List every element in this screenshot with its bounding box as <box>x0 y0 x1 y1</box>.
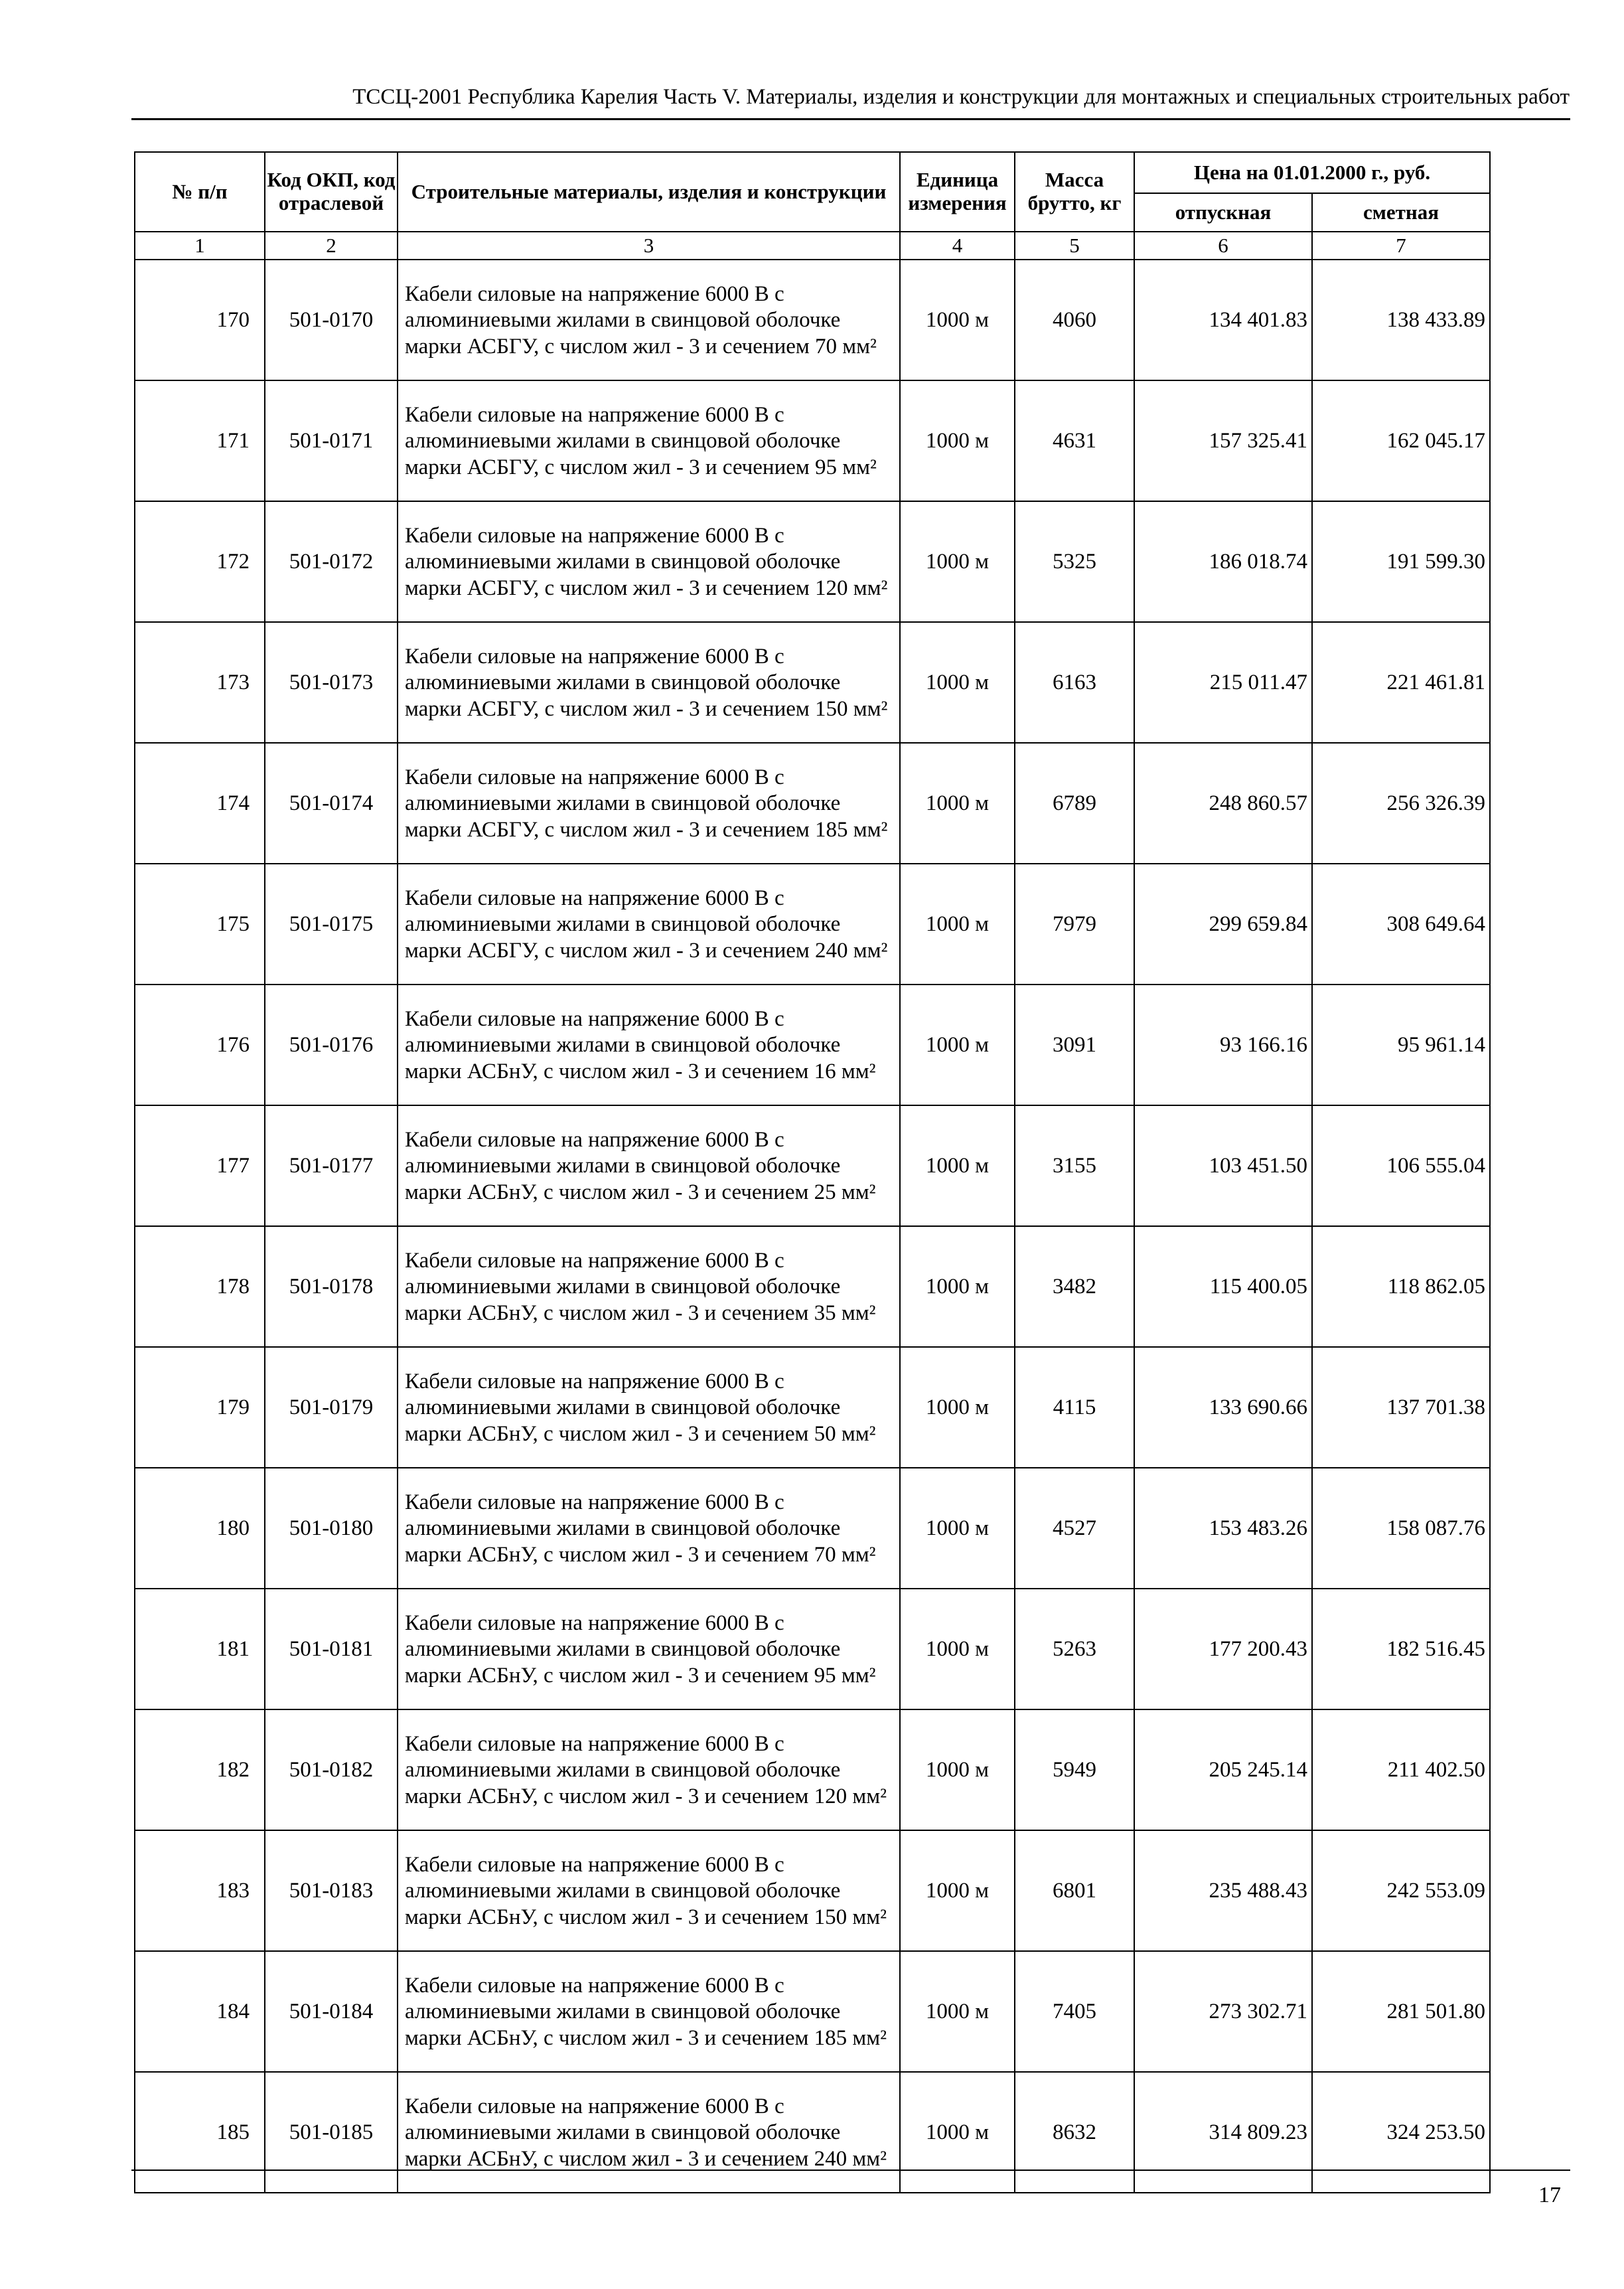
col-header-price-release: отпускная <box>1134 193 1312 232</box>
column-number: 5 <box>1015 232 1134 260</box>
row-mass: 6801 <box>1015 1830 1134 1951</box>
row-price-estimate: 118 862.05 <box>1312 1226 1490 1347</box>
row-code: 501-0175 <box>265 864 398 985</box>
row-price-release: 273 302.71 <box>1134 1951 1312 2072</box>
footer-divider <box>131 2170 1570 2171</box>
row-unit: 1000 м <box>900 622 1015 743</box>
row-price-release: 177 200.43 <box>1134 1589 1312 1709</box>
table-row <box>135 2072 1490 2193</box>
row-index: 174 <box>135 743 265 864</box>
row-price-release: 103 451.50 <box>1134 1105 1312 1226</box>
row-unit: 1000 м <box>900 2072 1015 2193</box>
row-index: 183 <box>135 1830 265 1951</box>
row-code: 501-0174 <box>265 743 398 864</box>
col-header-desc: Строительные материалы, изделия и конструкции <box>398 152 900 232</box>
row-description: Кабели силовые на напряжение 6000 В с алюминиевыми жилами в свинцовой оболочке марки АСБГУ, с числом жил - 3 и сечением 150 мм² <box>398 622 900 743</box>
row-code: 501-0183 <box>265 1830 398 1951</box>
row-code: 501-0178 <box>265 1226 398 1347</box>
row-mass: 7405 <box>1015 1951 1134 2072</box>
row-price-estimate: 211 402.50 <box>1312 1709 1490 1830</box>
table-row <box>135 1226 1490 1347</box>
col-header-unit: Единица измерения <box>900 152 1015 232</box>
row-mass: 8632 <box>1015 2072 1134 2193</box>
row-description: Кабели силовые на напряжение 6000 В с алюминиевыми жилами в свинцовой оболочке марки АСБнУ, с числом жил - 3 и сечением 120 мм² <box>398 1709 900 1830</box>
row-index: 177 <box>135 1105 265 1226</box>
table-row <box>135 380 1490 501</box>
row-unit: 1000 м <box>900 1951 1015 2072</box>
row-price-estimate: 95 961.14 <box>1312 985 1490 1105</box>
row-unit: 1000 м <box>900 985 1015 1105</box>
row-description: Кабели силовые на напряжение 6000 В с алюминиевыми жилами в свинцовой оболочке марки АСБнУ, с числом жил - 3 и сечением 70 мм² <box>398 1468 900 1589</box>
row-price-release: 115 400.05 <box>1134 1226 1312 1347</box>
row-mass: 4115 <box>1015 1347 1134 1468</box>
column-number: 3 <box>398 232 900 260</box>
row-code: 501-0171 <box>265 380 398 501</box>
row-unit: 1000 м <box>900 1589 1015 1709</box>
row-code: 501-0181 <box>265 1589 398 1709</box>
row-description: Кабели силовые на напряжение 6000 В с алюминиевыми жилами в свинцовой оболочке марки АСБнУ, с числом жил - 3 и сечением 95 мм² <box>398 1589 900 1709</box>
row-code: 501-0179 <box>265 1347 398 1468</box>
row-price-release: 215 011.47 <box>1134 622 1312 743</box>
row-index: 171 <box>135 380 265 501</box>
row-price-estimate: 308 649.64 <box>1312 864 1490 985</box>
row-unit: 1000 м <box>900 1468 1015 1589</box>
row-price-estimate: 158 087.76 <box>1312 1468 1490 1589</box>
header-divider <box>131 118 1570 120</box>
row-index: 182 <box>135 1709 265 1830</box>
table-row <box>135 985 1490 1105</box>
row-unit: 1000 м <box>900 1105 1015 1226</box>
col-header-mass: Масса брутто, кг <box>1015 152 1134 232</box>
column-number-row <box>135 232 1490 260</box>
column-number: 7 <box>1312 232 1490 260</box>
table-row <box>135 1589 1490 1709</box>
row-mass: 5949 <box>1015 1709 1134 1830</box>
row-price-estimate: 162 045.17 <box>1312 380 1490 501</box>
row-price-estimate: 221 461.81 <box>1312 622 1490 743</box>
row-index: 170 <box>135 260 265 380</box>
row-description: Кабели силовые на напряжение 6000 В с алюминиевыми жилами в свинцовой оболочке марки АСБГУ, с числом жил - 3 и сечением 185 мм² <box>398 743 900 864</box>
row-mass: 4631 <box>1015 380 1134 501</box>
row-description: Кабели силовые на напряжение 6000 В с алюминиевыми жилами в свинцовой оболочке марки АСБГУ, с числом жил - 3 и сечением 70 мм² <box>398 260 900 380</box>
row-price-release: 314 809.23 <box>1134 2072 1312 2193</box>
row-index: 185 <box>135 2072 265 2193</box>
row-price-release: 133 690.66 <box>1134 1347 1312 1468</box>
row-unit: 1000 м <box>900 743 1015 864</box>
row-mass: 5325 <box>1015 501 1134 622</box>
row-index: 181 <box>135 1589 265 1709</box>
row-description: Кабели силовые на напряжение 6000 В с алюминиевыми жилами в свинцовой оболочке марки АСБнУ, с числом жил - 3 и сечением 35 мм² <box>398 1226 900 1347</box>
row-mass: 4060 <box>1015 260 1134 380</box>
table-row <box>135 1830 1490 1951</box>
table-row <box>135 1709 1490 1830</box>
row-mass: 6789 <box>1015 743 1134 864</box>
row-description: Кабели силовые на напряжение 6000 В с алюминиевыми жилами в свинцовой оболочке марки АСБГУ, с числом жил - 3 и сечением 120 мм² <box>398 501 900 622</box>
table-row <box>135 1347 1490 1468</box>
row-code: 501-0170 <box>265 260 398 380</box>
row-description: Кабели силовые на напряжение 6000 В с алюминиевыми жилами в свинцовой оболочке марки АСБГУ, с числом жил - 3 и сечением 240 мм² <box>398 864 900 985</box>
row-description: Кабели силовые на напряжение 6000 В с алюминиевыми жилами в свинцовой оболочке марки АСБнУ, с числом жил - 3 и сечением 150 мм² <box>398 1830 900 1951</box>
row-code: 501-0173 <box>265 622 398 743</box>
column-number: 6 <box>1134 232 1312 260</box>
column-number: 1 <box>135 232 265 260</box>
row-index: 180 <box>135 1468 265 1589</box>
row-unit: 1000 м <box>900 501 1015 622</box>
row-mass: 4527 <box>1015 1468 1134 1589</box>
row-description: Кабели силовые на напряжение 6000 В с алюминиевыми жилами в свинцовой оболочке марки АСБнУ, с числом жил - 3 и сечением 185 мм² <box>398 1951 900 2072</box>
row-code: 501-0180 <box>265 1468 398 1589</box>
row-description: Кабели силовые на напряжение 6000 В с алюминиевыми жилами в свинцовой оболочке марки АСБнУ, с числом жил - 3 и сечением 25 мм² <box>398 1105 900 1226</box>
row-price-release: 235 488.43 <box>1134 1830 1312 1951</box>
column-number: 2 <box>265 232 398 260</box>
row-index: 179 <box>135 1347 265 1468</box>
table-row <box>135 622 1490 743</box>
row-description: Кабели силовые на напряжение 6000 В с алюминиевыми жилами в свинцовой оболочке марки АСБнУ, с числом жил - 3 и сечением 50 мм² <box>398 1347 900 1468</box>
row-price-release: 299 659.84 <box>1134 864 1312 985</box>
col-header-idx: № п/п <box>135 152 265 232</box>
row-mass: 5263 <box>1015 1589 1134 1709</box>
row-price-release: 186 018.74 <box>1134 501 1312 622</box>
row-price-release: 248 860.57 <box>1134 743 1312 864</box>
row-unit: 1000 м <box>900 1709 1015 1830</box>
row-unit: 1000 м <box>900 1226 1015 1347</box>
table-row <box>135 501 1490 622</box>
row-price-estimate: 256 326.39 <box>1312 743 1490 864</box>
column-number: 4 <box>900 232 1015 260</box>
row-unit: 1000 м <box>900 864 1015 985</box>
row-description: Кабели силовые на напряжение 6000 В с алюминиевыми жилами в свинцовой оболочке марки АСБГУ, с числом жил - 3 и сечением 95 мм² <box>398 380 900 501</box>
col-header-price-group: Цена на 01.01.2000 г., руб. <box>1134 152 1490 193</box>
table-row <box>135 1468 1490 1589</box>
table-row <box>135 743 1490 864</box>
row-index: 172 <box>135 501 265 622</box>
row-index: 176 <box>135 985 265 1105</box>
row-index: 175 <box>135 864 265 985</box>
row-code: 501-0184 <box>265 1951 398 2072</box>
row-mass: 3091 <box>1015 985 1134 1105</box>
row-price-estimate: 242 553.09 <box>1312 1830 1490 1951</box>
row-code: 501-0182 <box>265 1709 398 1830</box>
row-code: 501-0172 <box>265 501 398 622</box>
row-price-estimate: 137 701.38 <box>1312 1347 1490 1468</box>
row-mass: 3482 <box>1015 1226 1134 1347</box>
row-mass: 6163 <box>1015 622 1134 743</box>
row-index: 178 <box>135 1226 265 1347</box>
col-header-price-estimate: сметная <box>1312 193 1490 232</box>
page-number: 17 <box>1538 2183 1561 2207</box>
row-price-estimate: 191 599.30 <box>1312 501 1490 622</box>
row-price-release: 134 401.83 <box>1134 260 1312 380</box>
row-price-estimate: 182 516.45 <box>1312 1589 1490 1709</box>
row-price-estimate: 138 433.89 <box>1312 260 1490 380</box>
row-price-estimate: 281 501.80 <box>1312 1951 1490 2072</box>
row-description: Кабели силовые на напряжение 6000 В с алюминиевыми жилами в свинцовой оболочке марки АСБнУ, с числом жил - 3 и сечением 16 мм² <box>398 985 900 1105</box>
row-price-estimate: 106 555.04 <box>1312 1105 1490 1226</box>
table-row <box>135 864 1490 985</box>
row-price-release: 93 166.16 <box>1134 985 1312 1105</box>
row-mass: 3155 <box>1015 1105 1134 1226</box>
row-price-release: 205 245.14 <box>1134 1709 1312 1830</box>
row-price-estimate: 324 253.50 <box>1312 2072 1490 2193</box>
row-unit: 1000 м <box>900 1830 1015 1951</box>
running-header: ТССЦ-2001 Республика Карелия Часть V. Материалы, изделия и конструкции для монтажных и специальных строительных работ <box>352 85 1570 109</box>
row-description: Кабели силовые на напряжение 6000 В с алюминиевыми жилами в свинцовой оболочке марки АСБнУ, с числом жил - 3 и сечением 240 мм² <box>398 2072 900 2193</box>
row-code: 501-0176 <box>265 985 398 1105</box>
row-mass: 7979 <box>1015 864 1134 985</box>
row-index: 173 <box>135 622 265 743</box>
row-price-release: 157 325.41 <box>1134 380 1312 501</box>
row-index: 184 <box>135 1951 265 2072</box>
row-unit: 1000 м <box>900 1347 1015 1468</box>
price-table <box>134 151 1491 2193</box>
row-code: 501-0177 <box>265 1105 398 1226</box>
row-unit: 1000 м <box>900 380 1015 501</box>
table-row <box>135 260 1490 380</box>
table-row <box>135 1105 1490 1226</box>
row-unit: 1000 м <box>900 260 1015 380</box>
col-header-code: Код ОКП, код отраслевой <box>265 152 398 232</box>
row-code: 501-0185 <box>265 2072 398 2193</box>
row-price-release: 153 483.26 <box>1134 1468 1312 1589</box>
table-row <box>135 1951 1490 2072</box>
